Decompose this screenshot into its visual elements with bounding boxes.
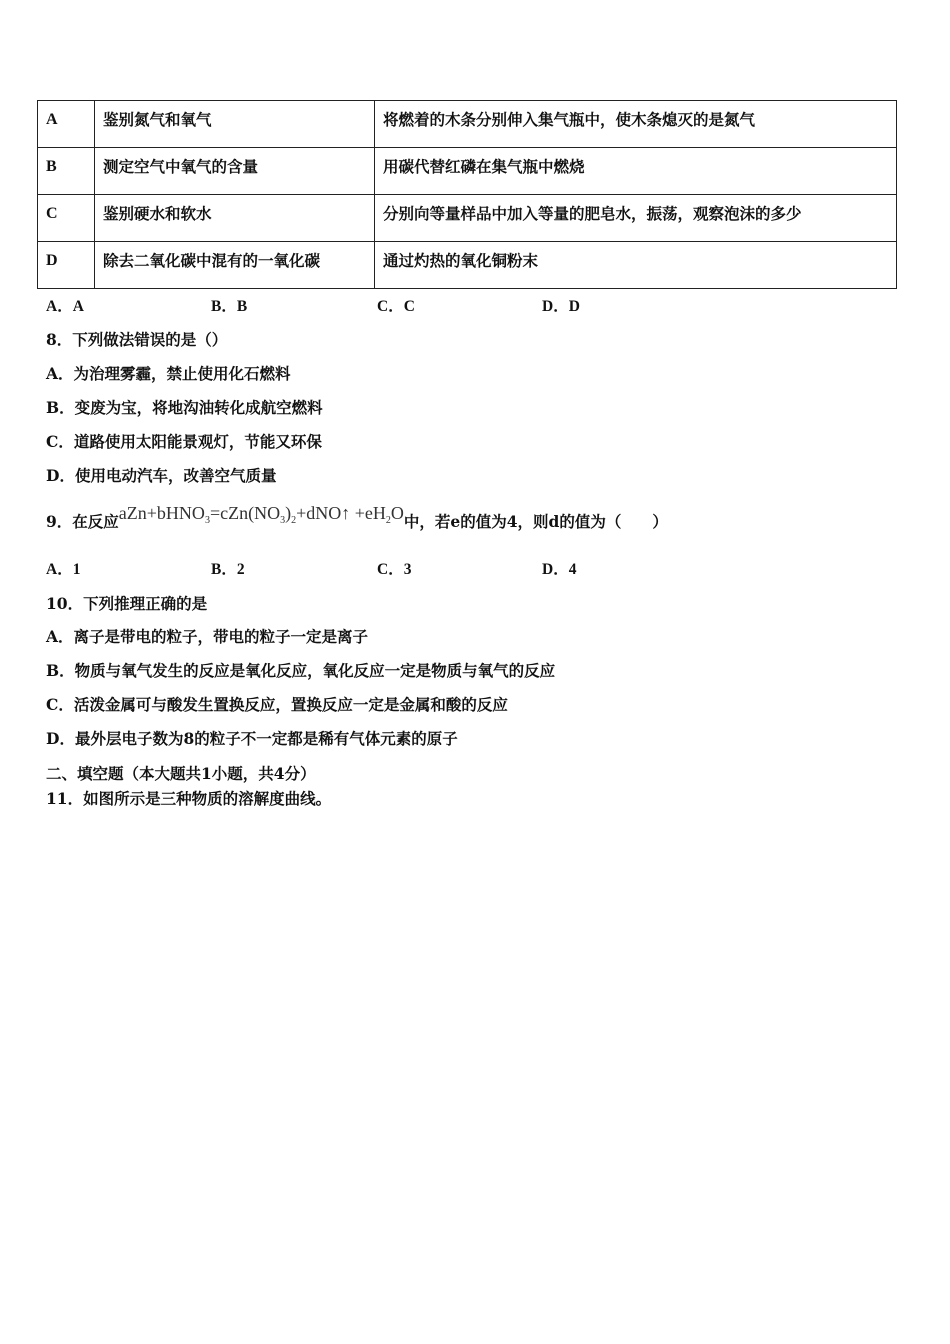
q9-choice-c[interactable]: C．3 bbox=[377, 561, 412, 578]
row-purpose: 鉴别硬水和软水 bbox=[95, 195, 375, 242]
q7-choice-c[interactable]: C．C bbox=[377, 298, 415, 315]
q10-stem: 10．下列推理正确的是 bbox=[46, 594, 208, 613]
row-method: 分别向等量样品中加入等量的肥皂水，振荡，观察泡沫的多少 bbox=[375, 195, 897, 242]
row-method: 用碳代替红磷在集气瓶中燃烧 bbox=[375, 148, 897, 195]
options-table bbox=[37, 100, 897, 289]
row-letter: B bbox=[38, 148, 95, 195]
table-row bbox=[38, 101, 897, 148]
q9-choice-b[interactable]: B．2 bbox=[211, 561, 245, 578]
q8-option-d[interactable]: D．使用电动汽车，改善空气质量 bbox=[46, 466, 277, 485]
q9-suffix: 中，若e的值为4，则d的值为（ ） bbox=[403, 512, 668, 531]
q9-choices bbox=[46, 557, 746, 577]
q9-prefix: 9．在反应 bbox=[46, 512, 119, 531]
reaction-equation: $aZn+bHNO_3=cZn(NO_3)_2+dNO↑ +eH_2O$ bbox=[118, 503, 404, 526]
q10-option-d[interactable]: D．最外层电子数为8的粒子不一定都是稀有气体元素的原子 bbox=[46, 729, 458, 748]
row-purpose: 除去二氧化碳中混有的一氧化碳 bbox=[95, 242, 375, 289]
q7-choice-a[interactable]: A．A bbox=[46, 298, 84, 315]
row-letter: A bbox=[38, 101, 95, 148]
q9-stem bbox=[46, 503, 668, 534]
q10-option-c[interactable]: C．活泼金属可与酸发生置换反应，置换反应一定是金属和酸的反应 bbox=[46, 695, 508, 714]
row-letter: C bbox=[38, 195, 95, 242]
q10-option-a[interactable]: A．离子是带电的粒子，带电的粒子一定是离子 bbox=[46, 627, 369, 646]
q7-choices bbox=[46, 294, 746, 314]
table-row bbox=[38, 242, 897, 289]
row-method: 通过灼热的氧化铜粉末 bbox=[375, 242, 897, 289]
q10-option-b[interactable]: B．物质与氧气发生的反应是氧化反应，氧化反应一定是物质与氧气的反应 bbox=[46, 661, 556, 680]
q7-choice-d[interactable]: D．D bbox=[542, 298, 580, 315]
q8-stem: 8．下列做法错误的是（） bbox=[46, 330, 228, 349]
section-heading: 二、填空题（本大题共1小题，共4分） bbox=[46, 764, 316, 783]
row-purpose: 测定空气中氧气的含量 bbox=[95, 148, 375, 195]
table-row bbox=[38, 195, 897, 242]
q8-option-a[interactable]: A．为治理雾霾，禁止使用化石燃料 bbox=[46, 364, 291, 383]
q9-choice-d[interactable]: D．4 bbox=[542, 561, 577, 578]
row-letter: D bbox=[38, 242, 95, 289]
row-method: 将燃着的木条分别伸入集气瓶中，使木条熄灭的是氮气 bbox=[375, 101, 897, 148]
q8-option-c[interactable]: C．道路使用太阳能景观灯，节能又环保 bbox=[46, 432, 322, 451]
row-purpose: 鉴别氮气和氧气 bbox=[95, 101, 375, 148]
q9-choice-a[interactable]: A．1 bbox=[46, 561, 81, 578]
q7-choice-b[interactable]: B．B bbox=[211, 298, 248, 315]
table-row bbox=[38, 148, 897, 195]
q8-option-b[interactable]: B．变废为宝，将地沟油转化成航空燃料 bbox=[46, 398, 323, 417]
q11-stem: 11．如图所示是三种物质的溶解度曲线。 bbox=[46, 789, 332, 808]
